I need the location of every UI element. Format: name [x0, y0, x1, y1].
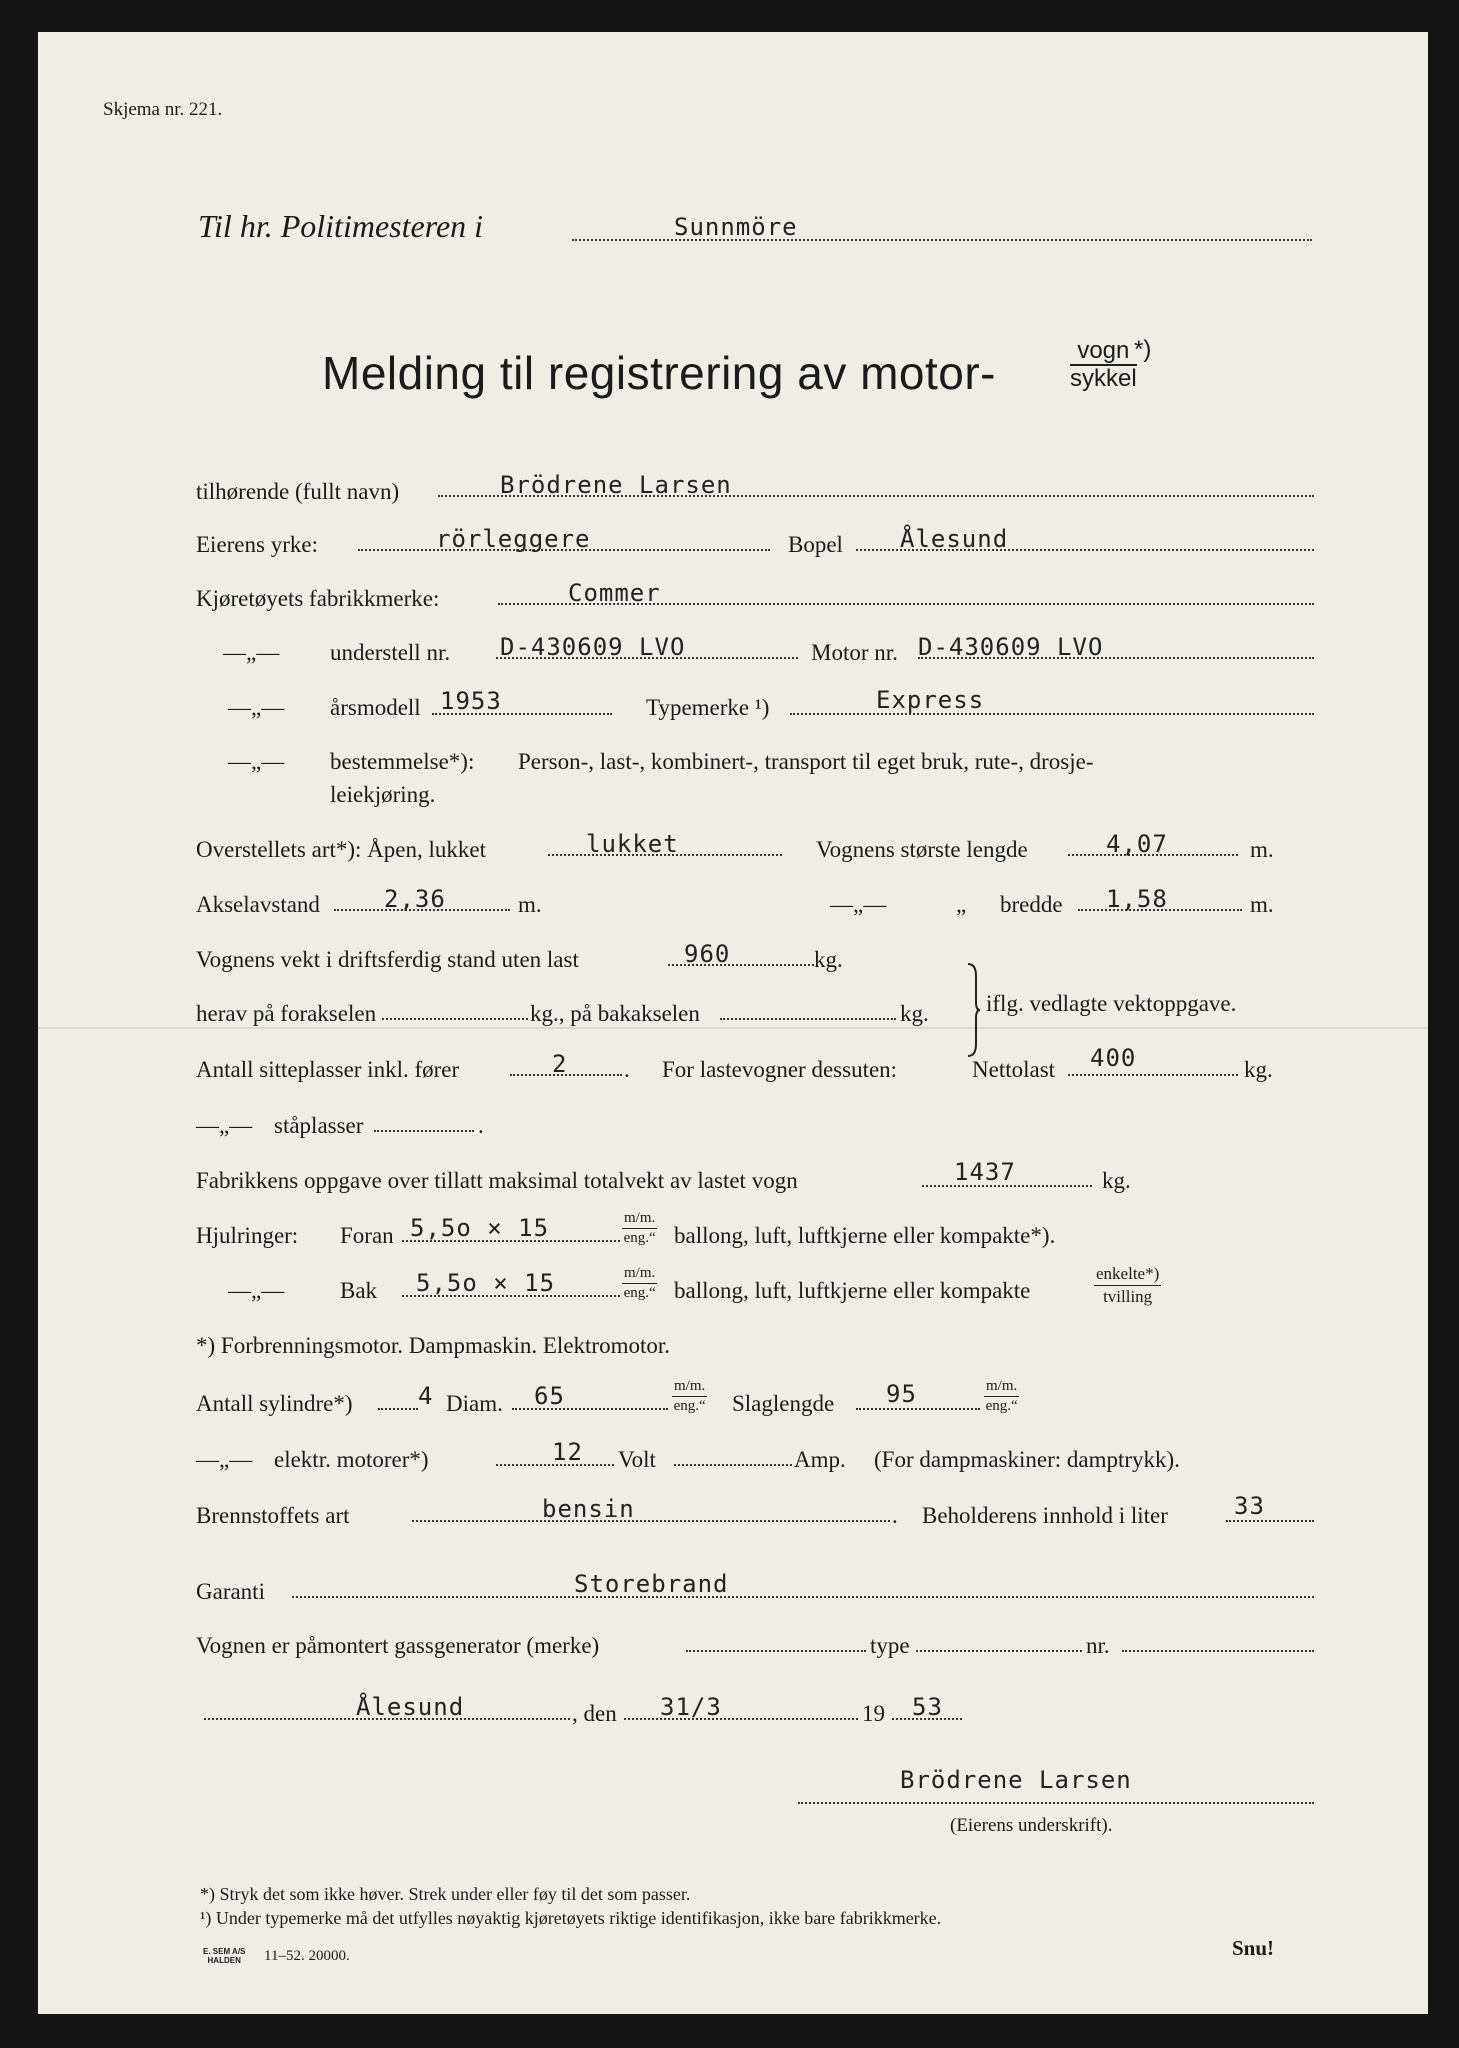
year-prefix: 19	[862, 1701, 885, 1726]
standing-line	[374, 1130, 474, 1132]
guarantee: Storebrand	[574, 1570, 729, 1598]
form-sheet	[38, 32, 1428, 2014]
width-label: bredde	[1000, 892, 1063, 917]
volt: 12	[552, 1438, 583, 1466]
motor-label: Motor nr.	[811, 640, 898, 665]
ditto-rear: —„—	[228, 1278, 285, 1303]
seats-label: Antall sitteplasser inkl. fører	[196, 1057, 460, 1082]
occupation: rörleggere	[436, 525, 591, 553]
stroke-label: Slaglengde	[732, 1391, 835, 1416]
signature-label: (Eierens underskrift).	[950, 1815, 1113, 1836]
gas-nr-label: nr.	[1086, 1633, 1110, 1658]
wheelbase: 2,36	[384, 885, 446, 913]
twin-label: tvilling	[1103, 1286, 1153, 1306]
ditto-chassis: —„—	[223, 640, 280, 665]
guarantee-line	[292, 1596, 1314, 1598]
front-label: Foran	[340, 1223, 394, 1248]
addressee-label: Til hr. Politimesteren i	[198, 208, 484, 244]
chassis: D-430609 LVO	[500, 633, 686, 661]
tank-label: Beholderens innhold i liter	[922, 1503, 1168, 1528]
steam-note: (For dampmaskiner: damptrykk).	[874, 1447, 1180, 1472]
front-tires-unit	[622, 1210, 657, 1248]
ditto-width: —„—	[830, 892, 887, 917]
width-quote: „	[956, 892, 967, 917]
front-axle-line	[382, 1018, 528, 1020]
date-label: , den	[572, 1701, 617, 1726]
rear-axle-unit: kg.	[900, 1001, 929, 1026]
place: Ålesund	[356, 1693, 465, 1721]
amp-label: Amp.	[794, 1447, 846, 1472]
rear-tires-unit	[622, 1265, 657, 1303]
unit-eng: eng.“	[985, 1398, 1018, 1415]
model-year-label: årsmodell	[330, 695, 421, 720]
gas-gen-label: Vognen er påmontert gassgenerator (merke)	[196, 1633, 600, 1658]
rear-tires: 5,5o × 15	[416, 1269, 556, 1297]
cylinders: 4	[418, 1382, 434, 1410]
purpose-options-2: leiekjøring.	[330, 782, 436, 807]
payload: 400	[1090, 1044, 1137, 1072]
weight: 960	[684, 940, 731, 968]
length-unit: m.	[1250, 837, 1274, 862]
form-number: Skjema nr. 221.	[103, 99, 223, 120]
gas-type-label: type	[870, 1633, 910, 1658]
vehicle-kind-fraction	[1070, 338, 1137, 393]
ditto-electric: —„—	[196, 1447, 253, 1472]
printer-name-top: E. SEM A/S	[203, 1947, 246, 1956]
volt-label: Volt	[618, 1447, 656, 1472]
tank: 33	[1234, 1492, 1265, 1520]
purpose-options-1: Person-, last-, kombinert-, transport til eget bruk, rute-, drosje-	[518, 749, 1094, 774]
width-unit: m.	[1250, 892, 1274, 917]
diameter: 65	[534, 1382, 565, 1410]
width: 1,58	[1106, 885, 1168, 913]
unit-mm: m/m.	[622, 1210, 657, 1229]
seats: 2	[552, 1050, 568, 1078]
rear-axle-line	[720, 1018, 896, 1020]
fuel-period: .	[892, 1503, 898, 1528]
signature-line	[798, 1802, 1314, 1804]
cylinders-label: Antall sylindre*)	[196, 1391, 353, 1416]
amp-line	[674, 1464, 792, 1466]
ditto-purpose: —„—	[228, 749, 285, 774]
brace	[966, 962, 980, 1058]
model-year: 1953	[440, 687, 502, 715]
date: 31/3	[660, 1693, 722, 1721]
footnote-one: ¹) Under typemerke må det utfylles nøyaktig kjøretøyets riktige identifikasjon, ikke bare fabrikkmerke.	[200, 1908, 942, 1928]
truck-label: For lastevogner dessuten:	[662, 1057, 898, 1082]
unit-mm: m/m.	[984, 1378, 1019, 1397]
residence: Ålesund	[900, 525, 1009, 553]
gas-gen-line	[686, 1650, 866, 1652]
signature: Brödrene Larsen	[900, 1766, 1132, 1794]
title-note: *)	[1134, 336, 1152, 363]
front-axle-label: herav på forakselen	[196, 1001, 377, 1026]
payload-line	[1068, 1074, 1238, 1076]
ditto-standing: —„—	[196, 1113, 253, 1138]
cylinders-line	[378, 1408, 418, 1410]
form-title: Melding til registrering av motor-	[322, 347, 997, 399]
chassis-label: understell nr.	[330, 640, 451, 665]
wheelbase-unit: m.	[518, 892, 542, 917]
unit-eng: eng.“	[673, 1398, 706, 1415]
option-sykkel: sykkel	[1070, 365, 1137, 393]
rear-axle-label: kg., på bakakselen	[530, 1001, 700, 1026]
front-tires: 5,5o × 15	[410, 1214, 550, 1242]
make: Commer	[568, 579, 661, 607]
unit-eng: eng.“	[623, 1230, 656, 1247]
residence-label: Bopel	[788, 532, 843, 557]
stroke: 95	[886, 1380, 917, 1408]
electric-label: elektr. motorer*)	[274, 1447, 429, 1472]
diameter-unit	[672, 1378, 707, 1416]
fold-line	[38, 1027, 1428, 1029]
unit-eng: eng.“	[623, 1285, 656, 1302]
tank-line	[1226, 1520, 1314, 1522]
weight-note: iflg. vedlagte vektoppgave.	[986, 991, 1237, 1016]
standing-label: ståplasser	[274, 1113, 364, 1138]
purpose-label: bestemmelse*):	[330, 749, 475, 774]
single-twin-fraction	[1094, 1264, 1161, 1306]
fuel-line	[412, 1520, 890, 1522]
fuel-label: Brennstoffets art	[196, 1503, 350, 1528]
diameter-label: Diam.	[446, 1391, 503, 1416]
standing-period: .	[478, 1113, 484, 1138]
rear-label: Bak	[340, 1278, 378, 1303]
length: 4,07	[1106, 830, 1168, 858]
addressee-value: Sunnmöre	[674, 213, 798, 241]
guarantee-label: Garanti	[196, 1579, 265, 1604]
ditto-year: —„—	[228, 695, 285, 720]
engine-types: *) Forbrenningsmotor. Dampmaskin. Elektromotor.	[196, 1333, 671, 1358]
owner-name-label: tilhørende (fullt navn)	[196, 479, 400, 504]
gas-nr-line	[1122, 1650, 1314, 1652]
footnote-star: *) Stryk det som ikke høver. Strek under eller føy til det som passer.	[200, 1884, 691, 1904]
stroke-unit	[984, 1378, 1019, 1416]
payload-unit: kg.	[1244, 1057, 1273, 1082]
printer-run: 11–52. 20000.	[264, 1948, 350, 1964]
stroke-line	[856, 1408, 980, 1410]
type-line	[790, 713, 1314, 715]
owner-name: Brödrene Larsen	[500, 471, 732, 499]
type-label: Typemerke ¹)	[646, 695, 770, 720]
motor: D-430609 LVO	[918, 633, 1104, 661]
occupation-label: Eierens yrke:	[196, 532, 318, 557]
max-weight: 1437	[954, 1158, 1016, 1186]
year-suffix: 53	[912, 1693, 943, 1721]
seats-period: .	[624, 1057, 630, 1082]
wheelbase-label: Akselavstand	[196, 892, 320, 917]
printer-name	[203, 1948, 245, 1966]
fuel: bensin	[542, 1495, 635, 1523]
tire-types-rear: ballong, luft, luftkjerne eller kompakte	[674, 1278, 1031, 1303]
printer-name-bottom: HALDEN	[207, 1955, 241, 1965]
option-vogn: vogn	[1070, 338, 1137, 366]
single-label: enkelte*)	[1094, 1264, 1161, 1286]
unit-mm: m/m.	[672, 1378, 707, 1397]
gas-type-line	[916, 1650, 1082, 1652]
tires-label: Hjulringer:	[196, 1223, 299, 1248]
weight-label: Vognens vekt i driftsferdig stand uten last	[196, 947, 579, 972]
body-label: Overstellets art*): Åpen, lukket	[196, 837, 486, 862]
tire-types-front: ballong, luft, luftkjerne eller kompakte*).	[674, 1223, 1056, 1248]
make-label: Kjøretøyets fabrikkmerke:	[196, 586, 440, 611]
body: lukket	[586, 830, 679, 858]
max-weight-label: Fabrikkens oppgave over tillatt maksimal totalvekt av lastet vogn	[196, 1168, 798, 1193]
turn-over-label: Snu!	[1232, 1936, 1275, 1960]
weight-unit: kg.	[814, 947, 843, 972]
length-label: Vognens største lengde	[816, 837, 1028, 862]
type: Express	[876, 686, 985, 714]
unit-mm: m/m.	[622, 1265, 657, 1284]
max-weight-unit: kg.	[1102, 1168, 1131, 1193]
payload-label: Nettolast	[972, 1057, 1056, 1082]
